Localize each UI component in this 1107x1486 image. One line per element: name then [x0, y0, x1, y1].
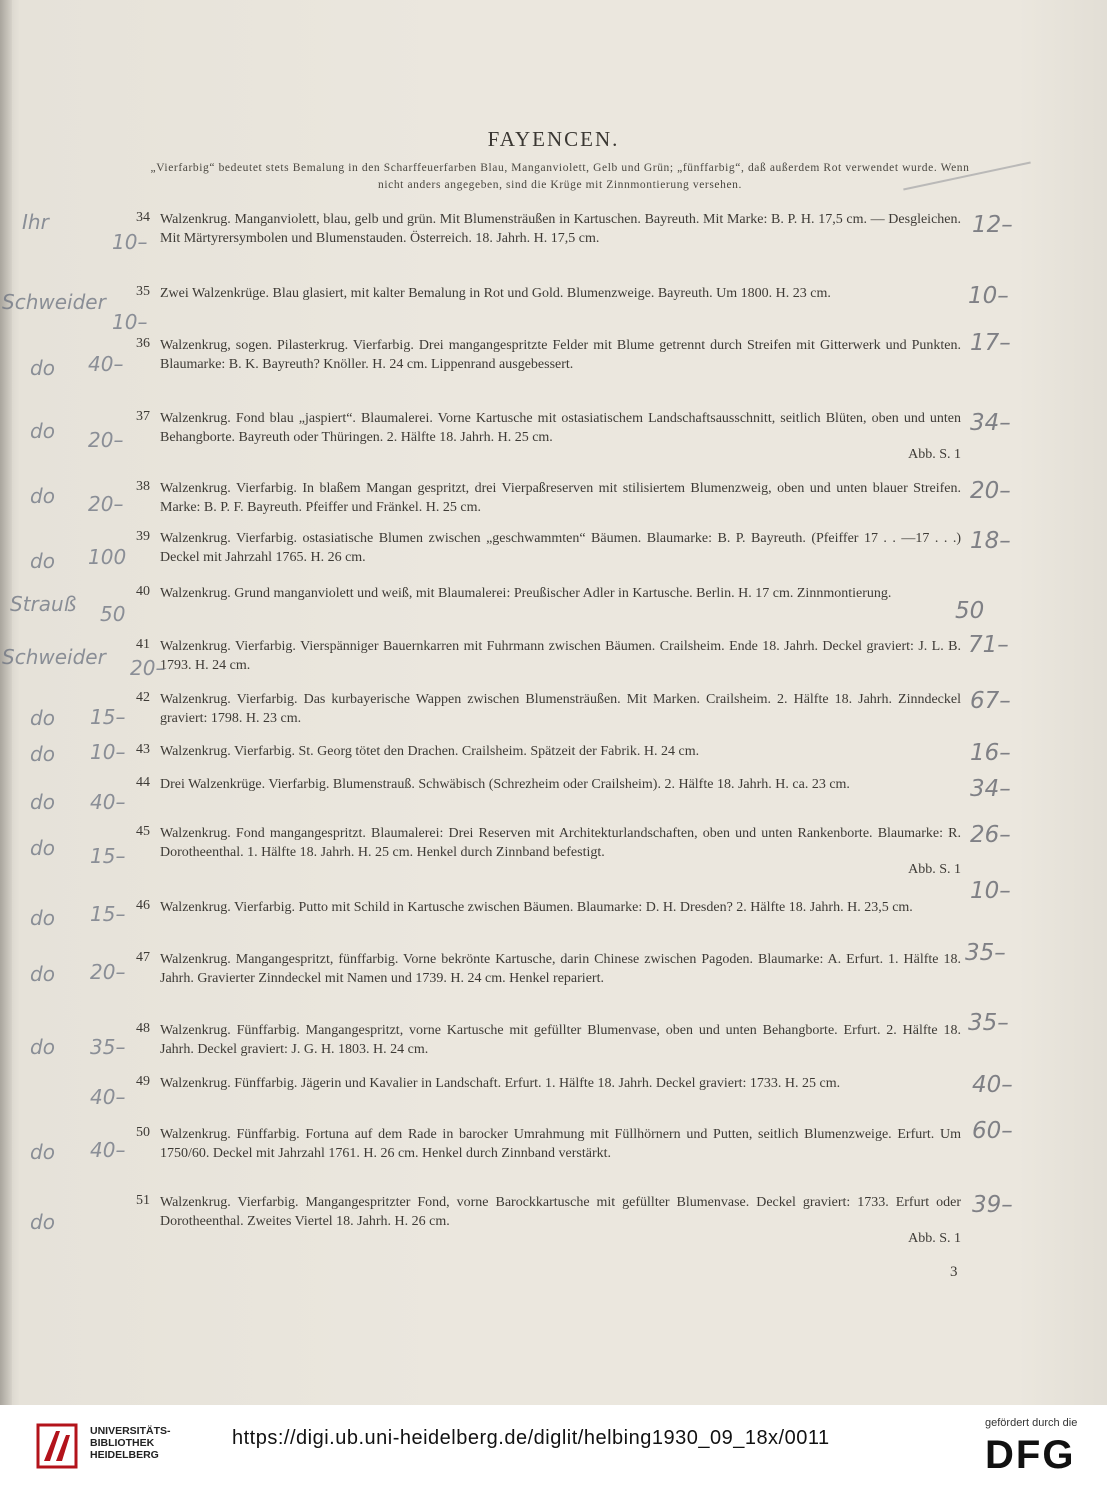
handwritten-price: 20– — [970, 478, 1011, 504]
dfg-logo: DFG — [985, 1433, 1076, 1477]
handwritten-buyer-note: Schweider — [2, 645, 106, 669]
entry-text: Walzenkrug. Vierfarbig. Putto mit Schild in Kartusche zwischen Bäumen. Blaumarke: D. H. Dresden? 2. Hälfte 18. Jahrh. H. 23,5 cm. — [160, 900, 913, 915]
handwritten-estimate: 40– — [90, 1138, 126, 1162]
entry-text: Zwei Walzenkrüge. Blau glasiert, mit kalter Bemalung in Rot und Gold. Blumenzweige. Bayreuth. Um 1800. H. 23 cm. — [160, 286, 831, 301]
entry-number: 49 — [136, 1074, 150, 1089]
handwritten-estimate: 20– — [88, 428, 124, 452]
handwritten-buyer-note: Ihr — [22, 210, 49, 234]
illustration-reference: Abb. S. 1 — [908, 862, 961, 877]
handwritten-buyer-note: do — [30, 419, 55, 443]
entry-number: 51 — [136, 1193, 150, 1208]
library-name-line: BIBLIOTHEK — [90, 1437, 155, 1449]
entry-text: Walzenkrug. Fünffarbig. Fortuna auf dem Rade in barocker Umrahmung mit Füllhörnern und Putten, seitlich Blumenzweige. Erfurt. Um 1750/60. Deckel mit Jahrzahl 1761. H. 26 cm. Henkel durch Zinnband verstärkt. — [160, 1127, 961, 1161]
handwritten-price: 18– — [970, 528, 1011, 554]
entry-text: Walzenkrug. Vierfarbig. Vierspänniger Bauernkarren mit Fuhrmann zwischen Bäumen. Crailsheim. Ende 18. Jahrh. Deckel graviert: J. L. B. 1793. H. 24 cm. — [160, 639, 961, 673]
handwritten-price: 10– — [968, 283, 1009, 309]
handwritten-price: 67– — [970, 688, 1011, 714]
entry-text: Walzenkrug. Vierfarbig. Das kurbayerische Wappen zwischen Blumensträußen. Mit Marken. Crailsheim. 2. Hälfte 18. Jahrh. Zinndeckel graviert: 1798. H. 23 cm. — [160, 692, 961, 726]
entry-number: 34 — [136, 210, 150, 225]
entry-number: 50 — [136, 1125, 150, 1140]
entry-text: Walzenkrug. Fond mangangespritzt. Blaumalerei: Drei Reserven mit Architekturlandschaften, oben und unten Rankenborte. Blaumarke: R. Dorotheenthal. 1. Hälfte 18. Jahrh. H. 25 cm. Henkel durch Zinnband befestigt. — [160, 826, 961, 860]
entry-number: 45 — [136, 824, 150, 839]
handwritten-buyer-note: do — [30, 906, 55, 930]
entry-number: 47 — [136, 950, 150, 965]
permalink-url[interactable]: https://digi.ub.uni-heidelberg.de/diglit/helbing1930_09_18x/0011 — [232, 1427, 830, 1449]
handwritten-estimate: 50 — [100, 602, 126, 626]
handwritten-estimate: 10– — [90, 740, 126, 764]
library-name — [90, 1425, 171, 1461]
entry-text: Walzenkrug. Fünffarbig. Jägerin und Kavalier in Landschaft. Erfurt. 1. Hälfte 18. Jahrh. Deckel graviert: 1733. H. 25 cm. — [160, 1076, 841, 1091]
entry-text: Walzenkrug. Manganviolett, blau, gelb und grün. Mit Blumensträußen in Kartuschen. Bayreuth. Mit Marke: B. P. H. 17,5 cm. — Desgleichen. Mit Märtyrersymbolen und Blumenstauden. Österreich. 18. Jahrh. H. 17,5 cm. — [160, 212, 961, 246]
handwritten-estimate: 10– — [112, 230, 148, 254]
handwritten-price: 50 — [955, 598, 985, 624]
book-spine-shadow — [0, 0, 12, 1405]
entry-text: Walzenkrug. Mangangespritzt, fünffarbig. Vorne bekrönte Kartusche, darin Chinese zwischen Pagoden. Blaumarke: A. Erfurt. 1. Hälfte 18. Jahrh. Gravierter Zinndeckel mit Namen und 1739. H. 24 cm. Henkel repariert. — [160, 952, 961, 986]
handwritten-estimate: 100 — [88, 545, 127, 569]
handwritten-estimate: 40– — [90, 1085, 126, 1109]
handwritten-buyer-note: Strauß — [10, 592, 77, 616]
handwritten-price: 35– — [965, 940, 1006, 966]
page-number: 3 — [950, 1264, 958, 1280]
handwritten-price: 16– — [970, 740, 1011, 766]
handwritten-estimate: 20– — [88, 492, 124, 516]
entry-number: 43 — [136, 742, 150, 757]
entry-number: 48 — [136, 1021, 150, 1036]
handwritten-buyer-note: do — [30, 962, 55, 986]
entry-number: 36 — [136, 336, 150, 351]
entry-number: 40 — [136, 584, 150, 599]
handwritten-buyer-note: do — [30, 836, 55, 860]
entry-number: 46 — [136, 898, 150, 913]
entry-number: 38 — [136, 479, 150, 494]
handwritten-estimate: 15– — [90, 902, 126, 926]
handwritten-buyer-note: do — [30, 484, 55, 508]
handwritten-price: 35– — [968, 1010, 1009, 1036]
handwritten-price: 34– — [970, 776, 1011, 802]
handwritten-buyer-note: do — [30, 356, 55, 380]
handwritten-estimate: 20– — [90, 960, 126, 984]
handwritten-estimate: 15– — [90, 705, 126, 729]
entry-number: 39 — [136, 529, 150, 544]
university-library-logo-icon — [36, 1421, 78, 1471]
handwritten-price: 12– — [972, 212, 1013, 238]
handwritten-estimate: 20– — [130, 656, 166, 680]
entry-number: 37 — [136, 409, 150, 424]
handwritten-price: 26– — [970, 822, 1011, 848]
handwritten-estimate: 40– — [88, 352, 124, 376]
handwritten-buyer-note: do — [30, 1035, 55, 1059]
entry-number: 44 — [136, 775, 150, 790]
handwritten-estimate: 15– — [90, 844, 126, 868]
entry-text: Walzenkrug. Fünffarbig. Mangangespritzt, vorne Kartusche mit gefüllter Blumenvase, oben und unten Behangborte. Erfurt. 2. Hälfte 18. Jahrh. Deckel graviert: J. G. H. 1803. H. 24 cm. — [160, 1023, 961, 1057]
handwritten-price: 40– — [972, 1072, 1013, 1098]
entry-number: 41 — [136, 637, 150, 652]
handwritten-price: 60– — [972, 1118, 1013, 1144]
digitization-footer — [0, 1405, 1107, 1486]
handwritten-estimate: 10– — [112, 310, 148, 334]
handwritten-price: 17– — [970, 330, 1011, 356]
entry-number: 42 — [136, 690, 150, 705]
entry-text: Walzenkrug. Vierfarbig. St. Georg tötet den Drachen. Crailsheim. Spätzeit der Fabrik. H. 24 cm. — [160, 744, 700, 759]
entry-text: Drei Walzenkrüge. Vierfarbig. Blumenstrauß. Schwäbisch (Schrezheim oder Crailsheim). 2. Hälfte 18. Jahrh. H. ca. 23 cm. — [160, 777, 850, 792]
illustration-reference: Abb. S. 1 — [908, 1231, 961, 1246]
entry-text: Walzenkrug. Vierfarbig. In blaßem Mangan gespritzt, drei Vierpaßreserven mit stilisiertem Blumenzweig, oben und unten blauer Streifen. Marke: B. P. F. Bayreuth. Pfeiffer und Fränkel. H. 25 cm. — [160, 481, 961, 515]
handwritten-buyer-note: do — [30, 1210, 55, 1234]
handwritten-buyer-note: do — [30, 1140, 55, 1164]
handwritten-price: 71– — [968, 632, 1009, 658]
handwritten-buyer-note: do — [30, 790, 55, 814]
entry-text: Walzenkrug. Fond blau „jaspiert“. Blaumalerei. Vorne Kartusche mit ostasiatischem Landschaftsausschnitt, seitlich Blüten, oben und unten Behangborte. Bayreuth oder Thüringen. 2. Hälfte 18. Jahrh. H. 25 cm. — [160, 411, 961, 445]
handwritten-estimate: 35– — [90, 1035, 126, 1059]
handwritten-buyer-note: do — [30, 706, 55, 730]
entry-text: Walzenkrug. Vierfarbig. Mangangespritzter Fond, vorne Barockkartusche mit gefüllter Blumenvase. Deckel graviert: 1733. Erfurt oder Dorotheenthal. Zweites Viertel 18. Jahrh. H. 26 cm. — [160, 1195, 961, 1229]
library-name-line: HEIDELBERG — [90, 1449, 159, 1461]
handwritten-buyer-note: Schweider — [2, 290, 106, 314]
library-name-line: UNIVERSITÄTS- — [90, 1425, 171, 1437]
entry-text: Walzenkrug. Vierfarbig. ostasiatische Blumen zwischen „geschwammten“ Bäumen. Blaumarke: B. P. Bayreuth. (Pfeiffer 17 . . —17 . . .) Deckel mit Jahrzahl 1765. H. 26 cm. — [160, 531, 961, 565]
handwritten-price: 10– — [970, 878, 1011, 904]
handwritten-price: 39– — [972, 1192, 1013, 1218]
entry-text: Walzenkrug. Grund manganviolett und weiß, mit Blaumalerei: Preußischer Adler in Kartusche. Berlin. H. 17 cm. Zinnmontierung. — [160, 586, 892, 601]
handwritten-price: 34– — [970, 410, 1011, 436]
illustration-reference: Abb. S. 1 — [908, 447, 961, 462]
handwritten-buyer-note: do — [30, 742, 55, 766]
intro-note: „Vierfarbig“ bedeutet stets Bemalung in den Scharffeuerfarben Blau, Manganviolett, Gelb und Grün; „fünffarbig“, daß außerdem Rot verwendet wurde. Wenn nicht anders angegeben, sind die Krüge mit Zinnmontierung versehen. — [150, 162, 970, 191]
entry-number: 35 — [136, 284, 150, 299]
page-title: FAYENCEN. — [487, 127, 620, 151]
funded-by-label: gefördert durch die — [985, 1417, 1078, 1429]
handwritten-estimate: 40– — [90, 790, 126, 814]
handwritten-buyer-note: do — [30, 549, 55, 573]
entry-text: Walzenkrug, sogen. Pilasterkrug. Vierfarbig. Drei mangangespritzte Felder mit Blume getrennt durch Streifen mit Gitterwerk und Punkten. Blaumarke: B. K. Bayreuth? Knöller. H. 24 cm. Lippenrand ausgebessert. — [160, 338, 961, 372]
